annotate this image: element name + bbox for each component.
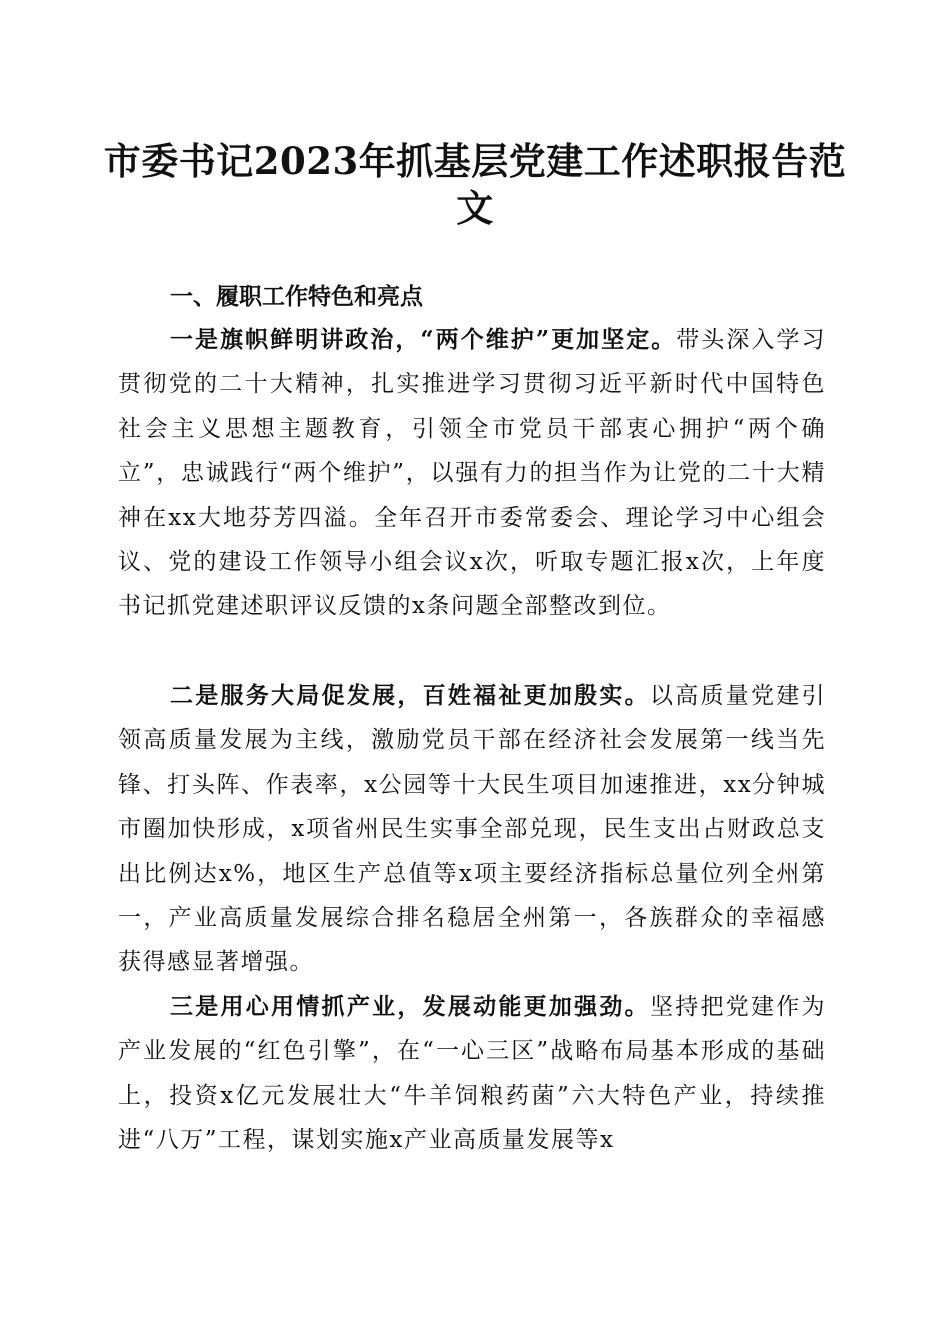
paragraph-2-lead: 二是服务大局促发展，百姓福祉更加殷实。 (170, 682, 650, 709)
paragraph-1-lead: 一是旗帜鲜明讲政治，“两个维护”更加坚定。 (170, 326, 677, 353)
paragraph-3 (118, 985, 826, 1163)
paragraph-3-lead: 三是用心用情抓产业，发展动能更加强劲。 (170, 993, 650, 1020)
document-title: 市委书记2023年抓基层党建工作述职报告范文 (103, 139, 847, 230)
section-heading: 一、履职工作特色和亮点 (170, 284, 423, 310)
paragraph-1-body: 带头深入学习贯彻党的二十大精神，扎实推进学习贯彻习近平新时代中国特色社会主义思想主题教育，引领全市党员干部衷心拥护“两个确立”，忠诚践行“两个维护”，以强有力的担当作为让党的二十大精神在xx大地芬芳四溢。全年召开市委常委会、理论学习中心组会议、党的建设工作领导小组会议x次，听取专题汇报x次，上年度书记抓党建述职评议反馈的x条问题全部整改到位。 (118, 327, 826, 620)
paragraph-2-body: 以高质量党建引领高质量发展为主线，激励党员干部在经济社会发展第一线当先锋、打头阵、作表率，x公园等十大民生项目加速推进，xx分钟城市圈加快形成，x项省州民生实事全部兑现，民生支出占财政总支出比例达x%，地区生产总值等x项主要经济指标总量位列全州第一，产业高质量发展综合排名稳居全州第一，各族群众的幸福感获得感显著增强。 (118, 683, 827, 976)
paragraph-2 (118, 674, 826, 985)
paragraph-1 (118, 318, 826, 629)
paragraph-3-body: 坚持把党建作为产业发展的“红色引擎”，在“一心三区”战略布局基本形成的基础上，投资x亿元发展壮大“牛羊饲粮药菌”六大特色产业，持续推进“八万”工程，谋划实施x产业高质量发展等x (118, 994, 827, 1154)
